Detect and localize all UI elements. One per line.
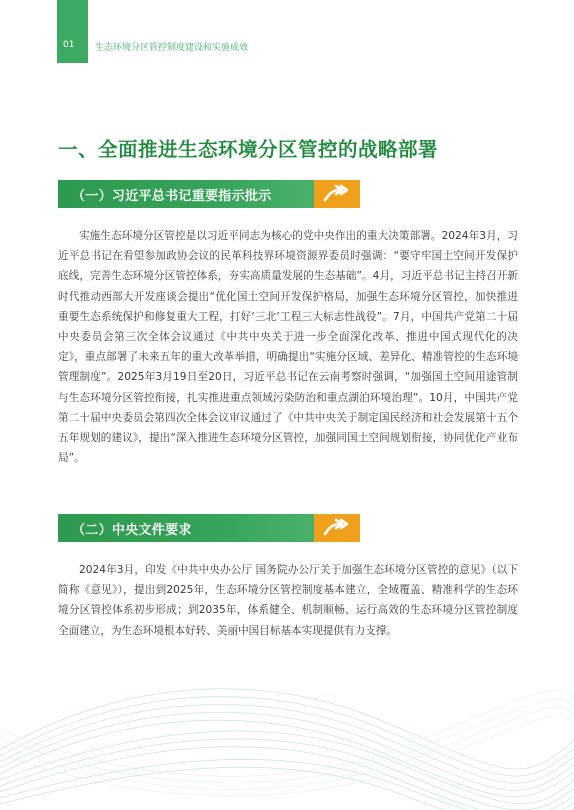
subsection-label: （一）习近平总书记重要指示批示 — [72, 189, 272, 204]
decorative-waves — [0, 640, 574, 810]
subsection-heading-2 — [58, 514, 314, 542]
page-number: 01 — [63, 40, 75, 50]
double-chevron-right-icon — [314, 180, 360, 208]
body-paragraph: 实施生态环境分区管控是以习近平同志为核心的党中央作出的重大决策部署。2024年3月，习近平总书记在看望参加政协会议的民革科技界环境资源界委员时强调：“要守牢国土空间开发保护底线，完善生态环境分区管控体系，夯实高质量发展的生态基础”。4月，习近平总书记主持召开新时代推动西部大开发座谈会提出“优化国土空间开发保护格局，加强生态环境分区管控，加快推进重要生态系统保护和修复重大工程，打好‘三北’工程三大标志性战役”。7月，中国共产党第二十届中央委员会第三次全体会议通过《中共中央关于进一步全面深化改革、推进中国式现代化的决定》，重点部署了未来五年的重大改革举措，明确提出“实施分区域、差异化、精准管控的生态环境管理制度”。2025年3月19日至20日，习近平总书记在云南考察时强调，“加强国土空间用途管制与生态环境分区管控衔接，扎实推进重点领域污染防治和重点湖泊环境治理”。10月，中国共产党第二十届中央委员会第四次全体会议审议通过了《中共中央关于制定国民经济和社会发展第十五个五年规划的建议》，提出“深入推进生态环境分区管控，加强同国土空间规划衔接，协同优化产业布局”。 — [58, 230, 518, 465]
double-chevron-right-icon — [314, 514, 360, 542]
body-paragraph: 2024年3月，印发《中共中央办公厅 国务院办公厅关于加强生态环境分区管控的意见》（以下简称《意见》），提出到2025年，生态环境分区管控制度基本建立，全域覆盖、精准科学的生态环境分区管控体系初步形成；到2035年，体系健全、机制顺畅、运行高效的生态环境分区管控制度全面建立，为生态环境根本好转、美丽中国目标基本实现提供有力支撑。 — [58, 564, 518, 637]
section-title: 一、全面推进生态环境分区管控的战略部署 — [58, 138, 439, 161]
running-title: 生态环境分区管控制度建设和实施成效 — [95, 43, 249, 53]
header-tab — [57, 0, 88, 63]
subsection-heading-1 — [58, 180, 314, 208]
subsection-label: （二）中央文件要求 — [72, 523, 192, 538]
